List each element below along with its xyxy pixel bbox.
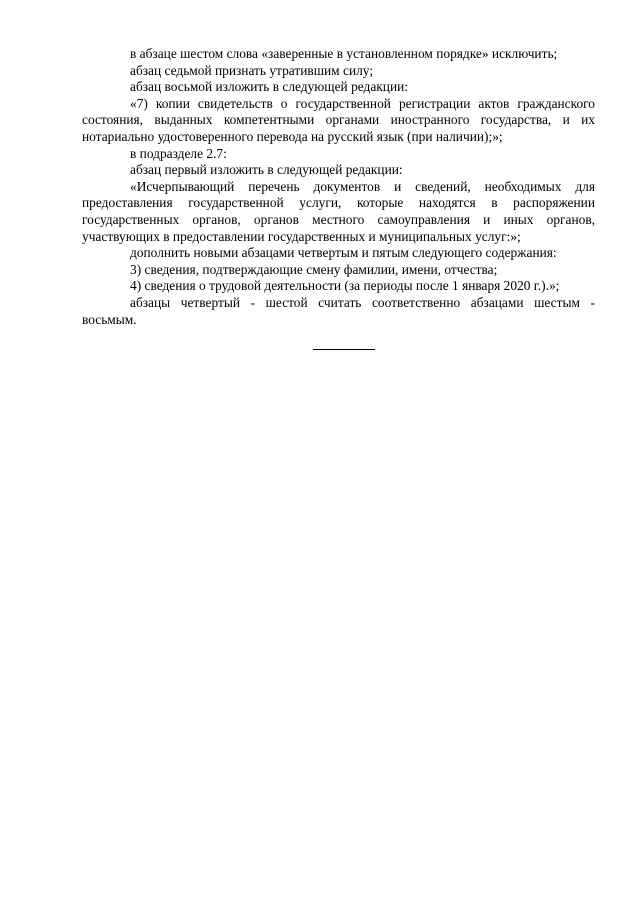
paragraph: 3) сведения, подтверждающие смену фамилии, имени, отчества; xyxy=(130,261,498,277)
paragraph: «7) копии свидетельств о государственной регистрации актов гражданского состояния, выданных компетентными органами иностранного государства, и их нотариально удостоверенного перевода на русский язык (при наличии);»; xyxy=(82,95,595,144)
paragraph: дополнить новыми абзацами четвертым и пятым следующего содержания: xyxy=(130,245,557,261)
document-body xyxy=(82,46,595,328)
paragraph: абзац седьмой признать утратившим силу; xyxy=(130,62,374,78)
paragraph: 4) сведения о трудовой деятельности (за периоды после 1 января 2020 г.).»; xyxy=(130,278,560,294)
end-separator-line xyxy=(313,349,375,350)
paragraph: абзац первый изложить в следующей редакции: xyxy=(130,162,403,178)
paragraph: абзацы четвертый - шестой считать соответственно абзацами шестым - восьмым. xyxy=(82,294,595,327)
paragraph: в подразделе 2.7: xyxy=(130,145,227,161)
paragraph: «Исчерпывающий перечень документов и сведений, необходимых для предоставления государственной услуги, которые находятся в распоряжении государственных органов, органов местного самоуправления и иных органов, участвующих в предоставлении государственных и муниципальных услуг:»; xyxy=(82,178,595,244)
paragraph: абзац восьмой изложить в следующей редакции: xyxy=(130,79,409,95)
paragraph: в абзаце шестом слова «заверенные в установленном порядке» исключить; xyxy=(130,46,558,61)
